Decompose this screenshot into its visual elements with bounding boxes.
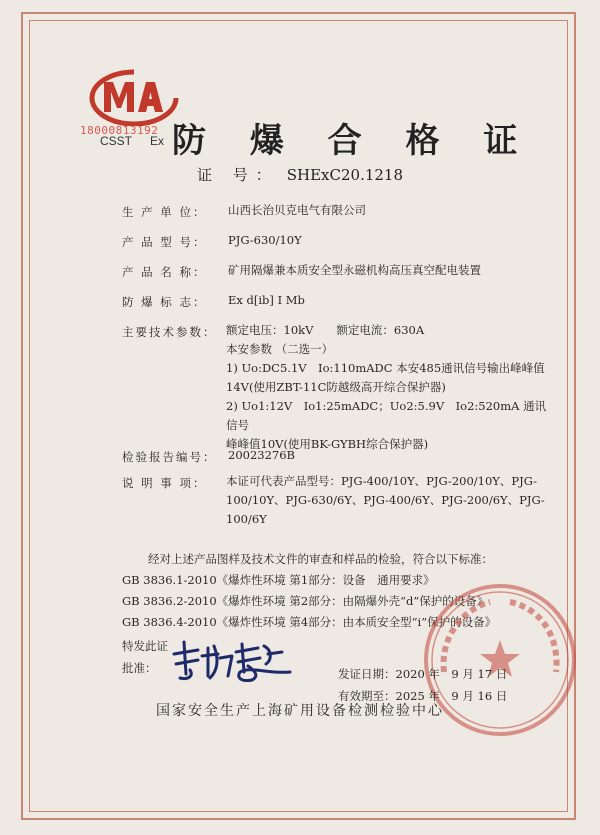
cma-logo-icon: [88, 68, 180, 126]
tech-line: 峰峰值10V(使用BK-GYBH综合保护器): [226, 437, 429, 451]
signature-icon: [168, 636, 298, 686]
issue-date-value: 2020 年 9 月 17 日: [395, 667, 508, 681]
issue-date-label: 发证日期：: [338, 667, 396, 681]
standard-line: GB 3836.2-2010《爆炸性环境 第2部分：由隔爆外壳“d”保护的设备》: [122, 594, 489, 608]
issuing-authority: 国家安全生产上海矿用设备检测检验中心: [156, 703, 444, 719]
cert-no-label: 证 号：: [196, 166, 279, 184]
valid-until-value: 2025 年 9 月 16 日: [395, 689, 508, 703]
field-label-notes: 说 明 事 项：: [122, 476, 207, 490]
field-label-model: 产 品 型 号：: [122, 235, 207, 249]
approval-label: 批准：: [122, 661, 157, 675]
statement-intro: 经对上述产品图样及技术文件的审查和样品的检验，符合以下标准：: [148, 552, 493, 566]
notes-line: 本证可代表产品型号：PJG-400/10Y、PJG-200/10Y、PJG-: [226, 474, 537, 488]
tech-line: 本安参数 （二选一）: [226, 342, 334, 356]
notes-line: 100/6Y: [226, 512, 267, 526]
valid-until-label: 有效期至：: [338, 689, 396, 703]
phone-watermark: 18000813192: [80, 124, 159, 137]
notes-line: 100/10Y、PJG-630/6Y、PJG-400/6Y、PJG-200/6Y、PJG-: [226, 493, 545, 507]
certificate-title: 防 爆 合 格 证: [172, 121, 534, 161]
field-value-ex-marking: Ex d[ib] I Mb: [228, 293, 305, 307]
field-value-model: PJG-630/10Y: [228, 233, 302, 247]
field-label-ex-marking: 防 爆 标 志：: [122, 295, 207, 309]
field-label-product-name: 产 品 名 称：: [122, 265, 207, 279]
csst-label: CSST: [100, 134, 133, 148]
tech-line: 1) Uo:DC5.1V Io:110mADC 本安485通讯信号输出峰峰值: [226, 361, 545, 375]
field-label-report-no: 检验报告编号：: [122, 450, 217, 464]
field-value-product-name: 矿用隔爆兼本质安全型永磁机构高压真空配电装置: [228, 263, 481, 277]
field-value-manufacturer: 山西长治贝克电气有限公司: [228, 203, 366, 217]
field-label-tech-params: 主要技术参数：: [122, 325, 217, 339]
field-value-report-no: 20023276B: [228, 448, 295, 462]
certificate-number: [0, 164, 600, 185]
cert-no-value: SHExC20.1218: [286, 166, 404, 184]
ex-label: Ex: [150, 134, 165, 148]
tech-line: 14V(使用ZBT-11C防越级高开综合保护器): [226, 380, 446, 394]
tech-params-block: [226, 321, 556, 454]
standard-line: GB 3836.1-2010《爆炸性环境 第1部分：设备 通用要求》: [122, 573, 435, 587]
issue-label: 特发此证: [122, 639, 168, 653]
tech-line: 额定电压：10kV 额定电流：630A: [226, 323, 425, 337]
field-label-manufacturer: 生 产 单 位：: [122, 205, 207, 219]
issue-date: [338, 666, 507, 682]
standard-line: GB 3836.4-2010《爆炸性环境 第4部分：由本质安全型“i”保护的设备》: [122, 615, 497, 629]
tech-line: 2) Uo1:12V Io1:25mADC；Uo2:5.9V Io2:520mA 通讯信号: [226, 399, 547, 432]
notes-block: [226, 472, 556, 529]
